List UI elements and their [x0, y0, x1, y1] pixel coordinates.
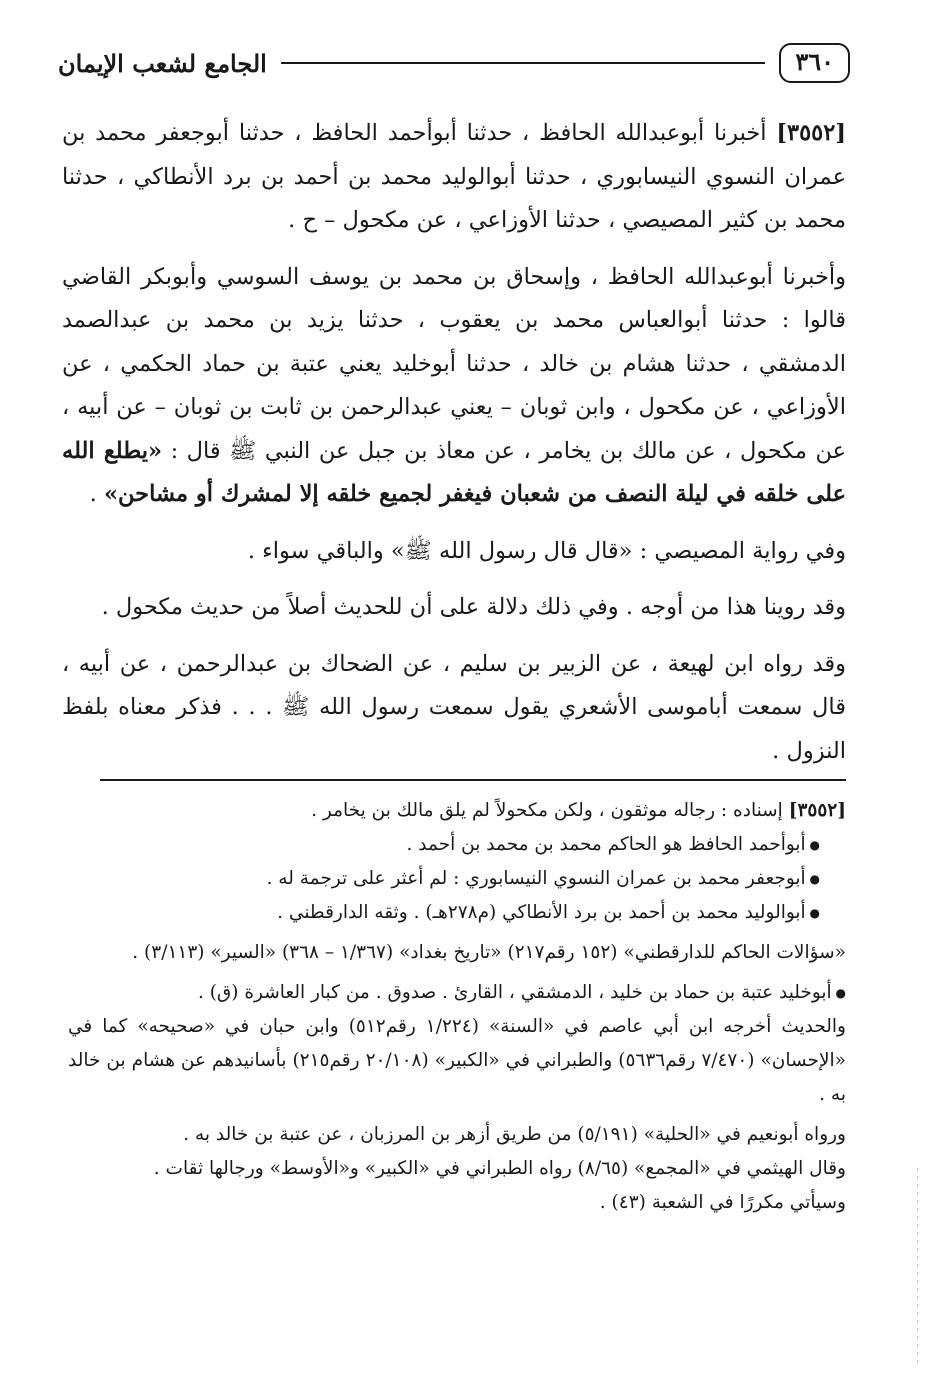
paragraph-3: وفي رواية المصيصي : «قال قال رسول الله ﷺ» والباقي سواء .	[247, 537, 846, 564]
footnote-sources: «سؤالات الحاكم للدارقطني» (١٥٢ رقم٢١٧) «تاريخ بغداد» (١/٣٦٧ – ٣٦٨) «السير» (٣/١١٣) .	[132, 942, 846, 963]
paragraph-5: وقد رواه ابن لهيعة ، عن الزبير بن سليم ، عن الضحاك بن عبدالرحمن ، عن أبيه ، قال سمعت أباموسى الأشعري يقول سمعت رسول الله ﷺ . . . فذكر معناه بلفظ النزول .	[62, 650, 846, 764]
footnote-bullet-3: ● أبوالوليد محمد بن أحمد بن برد الأنطاكي (م٢٧٨هـ) . وثقه الدارقطني .	[68, 896, 846, 930]
footnote-bullet-2: ● أبوجعفر محمد بن عمران النسوي النيسابوري : لم أعثر على ترجمة له .	[68, 862, 846, 896]
footnote-1-text: إسناده : رجاله موثقون ، ولكن مكحولاً لم يلق مالك بن يخامر .	[311, 800, 789, 821]
footnote-haythami: وقال الهيثمي في «المجمع» (٨/٦٥) رواه الطبراني في «الكبير» و«الأوسط» ورجالها ثقات .	[153, 1158, 846, 1179]
paragraph-2-end: .	[89, 481, 104, 507]
footnote-bullet-1: ● أبوأحمد الحافظ هو الحاكم محمد بن محمد بن أحمد .	[68, 828, 846, 862]
hadith-number: [٣٥٥٢]	[776, 120, 846, 146]
footnote-separator	[100, 779, 846, 781]
paragraph-1-text: أخبرنا أبوعبدالله الحافظ ، حدثنا أبوأحمد الحافظ ، حدثنا أبوجعفر محمد بن عمران النسوي النيسابوري ، حدثنا أبوالوليد محمد بن أحمد بن برد الأنطاكي ، حدثنا محمد بن كثير المصيصي ، حدثنا الأوزاعي ، عن مكحول – ح .	[62, 120, 846, 233]
page-header	[58, 38, 850, 88]
footnote-takhrij: والحديث أخرجه ابن أبي عاصم في «السنة» (١/٢٢٤ رقم٥١٢) وابن حبان في «صحيحه» كما في «الإحسان» (٧/٤٧٠ رقم٥٦٣٦) والطبراني في «الكبير» (٢٠/١٠٨ رقم٢١٥) بأسانيدهم عن هشام بن خالد به .	[68, 1016, 846, 1105]
main-text	[62, 112, 846, 786]
paragraph-1	[62, 112, 846, 243]
footnote-1	[68, 794, 846, 828]
scan-edge-mark	[916, 1168, 919, 1368]
footnote-bullet-4: ● أبوخليد عتبة بن حماد بن خليد ، الدمشقي ، القارئ . صدوق . من كبار العاشرة (ق) .	[68, 976, 846, 1010]
paragraph-2	[62, 256, 846, 517]
footnotes	[68, 794, 846, 1220]
paragraph-2-text: وأخبرنا أبوعبدالله الحافظ ، وإسحاق بن محمد بن يوسف السوسي وأبوبكر القاضي قالوا : حدثنا أبوالعباس محمد بن يعقوب ، حدثنا يزيد بن محمد بن عبدالصمد الدمشقي ، حدثنا هشام بن خالد ، حدثنا أبوخليد يعني عتبة بن حماد الحكمي ، عن الأوزاعي ، عن مكحول ، وابن ثوبان – يعني عبدالرحمن بن ثابت بن ثوبان – عن أبيه ، عن مكحول ، عن مالك بن يخامر ، عن معاذ بن جبل عن النبي ﷺ قال :	[62, 263, 846, 464]
footnote-number: [٣٥٥٢]	[788, 800, 846, 821]
page-number: ٣٦٠	[779, 43, 850, 83]
paragraph-4: وقد روينا هذا من أوجه . وفي ذلك دلالة على أن للحديث أصلاً من حديث مكحول .	[101, 594, 846, 620]
book-title: الجامع لشعب الإيمان	[58, 48, 267, 78]
footnote-repeat: وسيأتي مكررًا في الشعبة (٤٣) .	[599, 1192, 846, 1213]
hadith-text: «يطلع الله على خلقه في ليلة النصف من شعبان فيغفر لجميع خلقه إلا لمشرك أو مشاحن»	[62, 437, 846, 507]
footnote-abu-nuaym: ورواه أبونعيم في «الحلية» (٥/١٩١) من طريق أزهر بن المرزبان ، عن عتبة بن خالد به .	[183, 1124, 846, 1145]
header-rule	[281, 62, 765, 64]
